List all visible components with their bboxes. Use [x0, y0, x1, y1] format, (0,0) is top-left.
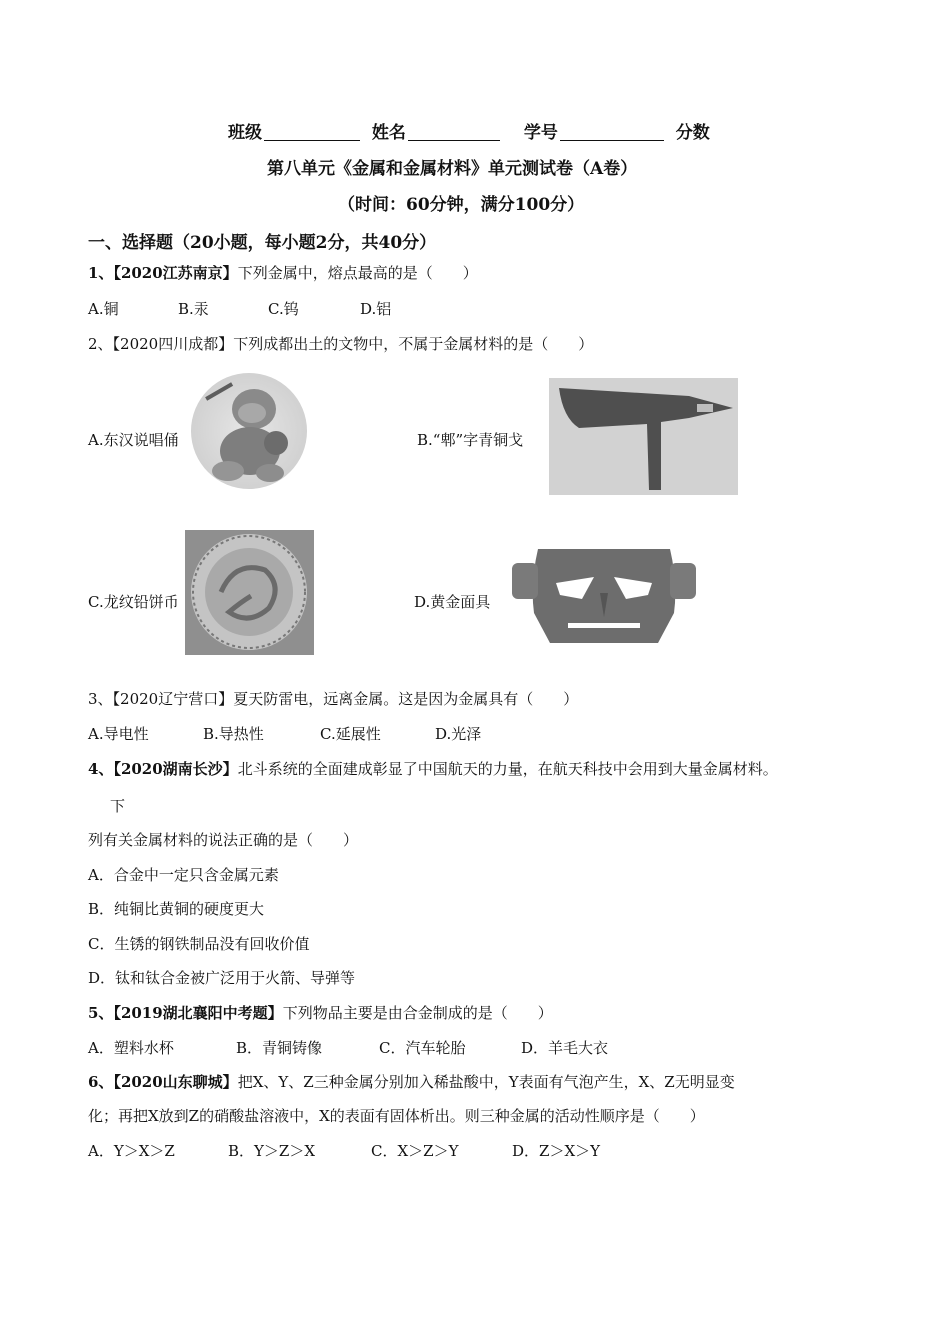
- option-d[interactable]: D.铝: [360, 300, 392, 318]
- gold-mask-image: [508, 543, 700, 651]
- question-3-options: [88, 723, 481, 744]
- option-c[interactable]: C．汽车轮胎: [379, 1039, 466, 1057]
- question-source: 【2020湖南长沙】: [113, 760, 238, 778]
- question-5: 5、【2019湖北襄阳中考题】下列物品主要是由合金制成的是（ ）: [88, 1004, 553, 1022]
- question-2: 2、【2020四川成都】下列成都出土的文物中，不属于金属材料的是（ ）: [88, 335, 594, 353]
- option-a[interactable]: A.铜: [88, 300, 119, 318]
- option-a[interactable]: A.东汉说唱俑: [88, 431, 179, 449]
- page-subtitle: （时间：60分钟，满分100分）: [338, 195, 585, 215]
- question-1: 1、【2020江苏南京】下列金属中，熔点最高的是（ ）: [88, 264, 478, 282]
- coin-image: [185, 530, 314, 655]
- option-c[interactable]: C.延展性: [320, 725, 381, 743]
- class-blank[interactable]: [264, 124, 360, 141]
- option-a[interactable]: A．Y＞X＞Z: [88, 1142, 175, 1160]
- question-3: 3、【2020辽宁营口】夏天防雷电，远离金属。这是因为金属具有（ ）: [88, 690, 579, 708]
- question-5-options: [88, 1037, 608, 1058]
- option-b[interactable]: B．纯铜比黄铜的硬度更大: [88, 900, 265, 918]
- option-b[interactable]: B.导热性: [203, 725, 264, 743]
- bronze-dagger-axe-image: [549, 378, 738, 495]
- question-source: 【2020山东聊城】: [113, 1073, 238, 1091]
- option-b[interactable]: B.“郫”字青铜戈: [417, 431, 524, 449]
- option-d[interactable]: D．钛和钛合金被广泛用于火箭、导弹等: [88, 969, 356, 987]
- student-id-label: 学号: [523, 123, 558, 143]
- option-a[interactable]: A．合金中一定只含金属元素: [88, 866, 279, 884]
- question-source: 【2020江苏南京】: [113, 264, 238, 282]
- option-b[interactable]: B.汞: [178, 300, 209, 318]
- student-id-blank[interactable]: [560, 124, 664, 141]
- option-a[interactable]: A．塑料水杯: [88, 1039, 174, 1057]
- section-heading: 一、选择题（20小题，每小题2分，共40分）: [88, 233, 437, 253]
- question-6: 6、【2020山东聊城】把X、Y、Z三种金属分别加入稀盐酸中，Y表面有气泡产生，X、Z无明显变: [88, 1073, 735, 1091]
- name-blank[interactable]: [408, 124, 500, 141]
- question-4-continuation: 列有关金属材料的说法正确的是（ ）: [88, 831, 359, 849]
- option-b[interactable]: B．青铜铸像: [236, 1039, 323, 1057]
- question-source: 【2020辽宁营口】: [112, 690, 234, 708]
- question-6-continuation: 化；再把X放到Z的硝酸盐溶液中，X的表面有固体析出。则三种金属的活动性顺序是（ ）: [88, 1107, 705, 1125]
- option-c[interactable]: C．生锈的钢铁制品没有回收价值: [88, 935, 310, 953]
- option-c[interactable]: C．X＞Z＞Y: [371, 1142, 459, 1160]
- option-d[interactable]: D．羊毛大衣: [521, 1039, 609, 1057]
- question-source: 【2020四川成都】: [112, 335, 234, 353]
- question-1-options: [88, 298, 391, 319]
- option-b[interactable]: B．Y＞Z＞X: [228, 1142, 316, 1160]
- option-a[interactable]: A.导电性: [88, 725, 149, 743]
- option-d[interactable]: D.光泽: [435, 725, 482, 743]
- figurine-image: [190, 369, 308, 493]
- student-info-line: [228, 118, 710, 143]
- page-title: 第八单元《金属和金属材料》单元测试卷（A卷）: [267, 159, 638, 179]
- option-c[interactable]: C.龙纹铅饼币: [88, 593, 179, 611]
- class-label: 班级: [228, 123, 262, 143]
- option-c[interactable]: C.钨: [268, 300, 299, 318]
- question-4-continuation: 下: [110, 797, 126, 815]
- name-label: 姓名: [371, 123, 406, 143]
- option-d[interactable]: D．Z＞X＞Y: [512, 1142, 601, 1160]
- question-source: 【2019湖北襄阳中考题】: [113, 1004, 283, 1022]
- question-6-options: [88, 1140, 600, 1161]
- option-d[interactable]: D.黄金面具: [414, 593, 491, 611]
- question-4: 4、【2020湖南长沙】北斗系统的全面建成彰显了中国航天的力量，在航天科技中会用到大量金属材料。: [88, 760, 778, 778]
- score-label: 分数: [675, 123, 710, 143]
